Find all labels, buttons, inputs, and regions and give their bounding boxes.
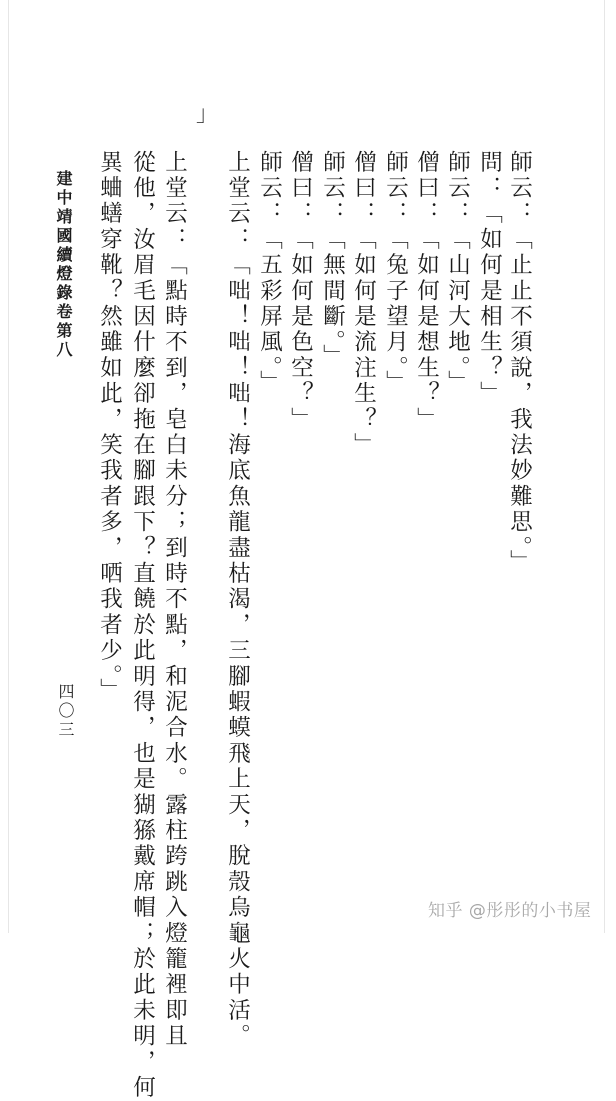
text-column-4: 僧曰：「如何是想生？」 — [413, 150, 440, 433]
text-column-9: 師云：「五彩屏風。」 — [256, 150, 283, 396]
text-column-5: 師云：「兔子望月。」 — [382, 150, 409, 396]
text-column-3: 師云：「山河大地。」 — [444, 150, 471, 396]
closing-bracket: 」 — [196, 102, 219, 127]
text-column-8: 僧曰：「如何是色空？」 — [287, 150, 314, 433]
book-title-header: 建中靖國續燈錄卷第八 — [54, 170, 73, 360]
text-column-1: 師云：「止止不須說，我法妙難思。」 — [506, 150, 533, 576]
left-page-edge — [8, 0, 9, 933]
text-column-7: 師云：「無間斷。」 — [319, 150, 346, 371]
text-column-13: 從他，汝眉毛因什麼卻拖在腳跟下？直饒於此明得，也是猢猻戴席帽；於此未明，何 — [129, 150, 156, 1101]
watermark: 知乎 @彤彤的小书屋 — [428, 901, 592, 921]
page-number: 四〇三 — [56, 683, 75, 740]
text-column-6: 僧曰：「如何是流注生？」 — [350, 150, 377, 459]
text-column-14: 異蛐蟮穿靴？然雖如此，笑我者多，哂我者少。」 — [96, 150, 123, 705]
right-page-edge — [604, 0, 605, 933]
text-column-2: 問：「如何是相生？」 — [476, 150, 503, 407]
text-column-10: 上堂云：「咄！咄！咄！海底魚龍盡枯渴，三腳蝦蟆飛上天，脫殼烏龜火中活。 — [224, 150, 251, 1050]
text-column-12: 上堂云：「點時不到，皂白未分；到時不點，和泥合水。露柱跨跳入燈籠裡即且 — [161, 150, 188, 1050]
